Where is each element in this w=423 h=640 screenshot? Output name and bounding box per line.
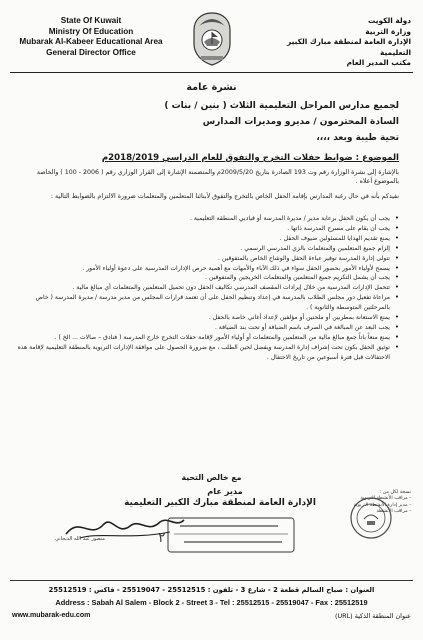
- header-arabic-line: دولة الكويت: [367, 16, 411, 25]
- intro-paragraph: نفيدكم بأنه في حال رغبة المدارس بإقامة الحفل الخاص بالتخرج والتفوق لأبنائنا المتعلمين والمتعلمات ضرورة الالتزام بالضوابط التالية :: [50, 193, 399, 200]
- rule-item: • يجب أن يشمل التكريم جميع المتعلمين والمتعلمات الخريجين والمتفوقين .: [14, 273, 399, 283]
- rule-item: • إلزام جميع المتعلمين والمتعلمات بالزي المدرسي الرسمي .: [14, 244, 399, 254]
- copies-item: - مراقب الأنشطة: [376, 509, 411, 515]
- kuwait-emblem-icon: [187, 10, 237, 68]
- header-english-line: Ministry Of Education: [48, 26, 134, 36]
- header-english-block: [16, 16, 166, 58]
- subject-line: الموضوع : ضوابط حفلات التخرج والتفوق للعام الدراسي 2018/2019م: [101, 153, 399, 163]
- document-title: نشرة عامة: [186, 82, 237, 93]
- rule-item: • يمنع منعاً باتاً جمع مبالغ مالية من المتعلمين والمتعلمات أو أولياء الأمور لإقامة حفلات التخرج خارج المدرسة ( فنادق – صالات ... الخ ) .: [14, 333, 399, 343]
- closing-line: مع خالص التحية: [181, 473, 242, 482]
- rule-item: • يجب أن يكون الحفل برعاية مدير / مديرة المدرسة أو قياديي المنطقة التعليمية .: [14, 214, 399, 224]
- header-english-line: General Director Office: [46, 47, 136, 57]
- official-stamp-icon: [348, 495, 394, 541]
- header-arabic-line: الإدارة العامة لمنطقة مبارك الكبير التعليمية: [287, 37, 411, 57]
- rule-item: • يجب البعد عن المبالغة في الصرف باسم الضيافة أو تحت بند الضيافة .: [14, 323, 399, 333]
- copies-item: - مراقب الأنشطة التربوية: [360, 496, 411, 502]
- greeting-line: تحية طيبة وبعد ،،،،: [316, 133, 399, 143]
- rule-item: • تتحمل الإدارات المدرسية من خلال إيرادات المقصف المدرسي تكاليف الحفل دون تحميل المتعلمين والمتعلمات أي مبالغ مالية .: [14, 283, 399, 293]
- rule-item: • يجب أن يقام على مسرح المدرسة ذاتها .: [14, 224, 399, 234]
- rule-item: • يمنع تقديم الهدايا للمسئولين ضيوف الحفل .: [14, 234, 399, 244]
- header-english-line: Mubarak Al-Kabeer Educational Area: [19, 37, 163, 47]
- audience-line: لجميع مدارس المراحل التعليمية الثلاث ( بنين / بنات ): [164, 101, 399, 111]
- footer-website-link[interactable]: www.mubarak-edu.com: [12, 612, 91, 619]
- rules-list: [14, 214, 399, 363]
- footer-address-arabic: العنوان : صباح السالم قطعة 2 - شارع 3 - تلفون : 25512515 - 25519047 - فاكس : 25512519: [48, 586, 375, 594]
- signer-name: منصور عبد الله الديحاني: [55, 536, 105, 542]
- header-divider: [10, 72, 413, 73]
- footer-divider: [10, 580, 413, 581]
- signer-title: مدير عام: [207, 486, 243, 496]
- audience-line: السادة المحترمون / مديرو ومديرات المدارس: [202, 117, 399, 127]
- rule-item: • مراعاة تفعيل دور مجلس الطلاب بالمدرسة في إعداد وتنظيم الحفل على أن تعتمد قرارات المجلس من مدير مدرسة / مديرة المدرسة ( خاص بالمرحلتين المتوسطة والثانوية ) .: [14, 293, 399, 313]
- header-english-line: State Of Kuwait: [60, 16, 122, 25]
- rule-item: • توثيق الحفل بكون تحت إشراف إدارة المدرسة ويفضل لحين الطلب ، مع ضرورة الحصول على موافقة الإدارات التربوية بالمنطقة التعليمية لإقامة هذه الاحتفالات قبل فترة أسبوعين من تاريخ الاحتفال .: [14, 343, 399, 363]
- footer-address-english: Address : Sabah Al Salem - Block 2 - Street 3 - Tel : 25512515 - 25519047 - Fax : 25512519: [55, 598, 368, 607]
- rule-item: • يسمح لأولياء الأمور بحضور الحفل سواء في ذلك الآباء والأمهات مع أهمية حرص الإدارات المدرسية على دعوة أولياء الأمور .: [14, 264, 399, 274]
- svg-text:٢: ٢: [158, 530, 166, 546]
- audience-block: [19, 98, 399, 146]
- rule-item: • يمنع الاستعانة بمطربين أو ملحنين أو مؤلفين لإعداد أغاني خاصة بالحفل .: [14, 313, 399, 323]
- header-arabic-line: مكتب المدير العام: [346, 58, 411, 68]
- copies-item: - مدير إدارة الأنشطة التربوية: [353, 502, 411, 508]
- copies-heading: نسخة لكل من :: [379, 490, 411, 495]
- rule-item: • تتولى إدارة المدرسة توفير عباءة الحفل والوشاح الخاص بالمتفوقين .: [14, 254, 399, 264]
- header-arabic-line: وزارة التربية: [365, 26, 411, 36]
- footer-website-label: عنوان المنطقة الذكية (URL): [334, 612, 411, 620]
- header-arabic-block: [271, 16, 411, 69]
- reference-paragraph: بالإشارة إلى نشرة الوزارة رقم وت 193 الصادرة بتاريخ 2009/5/20م والمتضمنة الإشارة إلى القرار الوزاري رقم ( 2006 - 100 ) والخاصة بالموضوع أعلاه .: [36, 169, 399, 186]
- signer-department: الإدارة العامة لمنطقة مبارك الكبير التعليمية: [124, 498, 316, 508]
